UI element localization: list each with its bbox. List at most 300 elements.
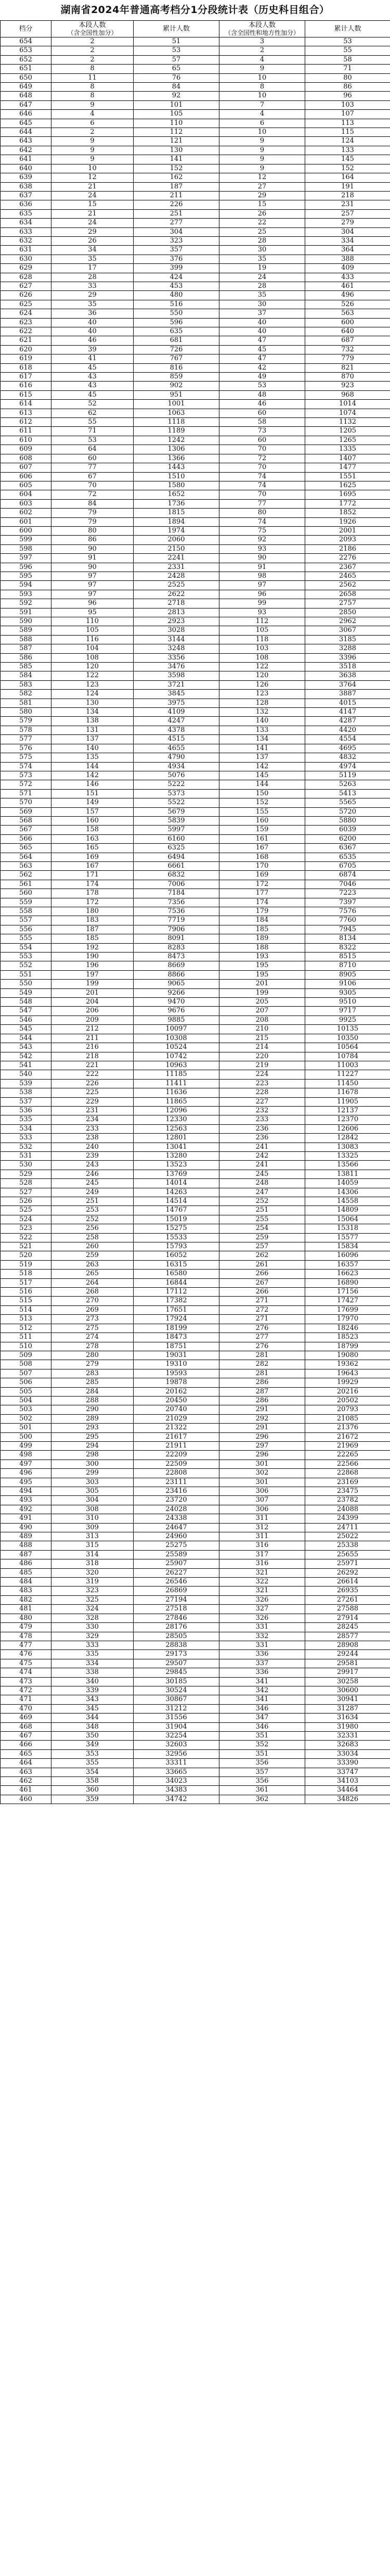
cell-score: 570 (1, 798, 51, 807)
cell-seg-count2: 152 (219, 798, 305, 807)
cell-seg-count2: 316 (219, 1541, 305, 1550)
cell-seg-count2: 118 (219, 635, 305, 644)
cell-cum-count: 6325 (134, 844, 219, 853)
cell-score: 591 (1, 608, 51, 617)
cell-score: 464 (1, 1759, 51, 1768)
cell-cum-count2: 1265 (305, 436, 390, 445)
cell-seg-count2: 255 (219, 1215, 305, 1224)
cell-score: 476 (1, 1650, 51, 1659)
cell-seg-count: 180 (51, 907, 134, 916)
cell-cum-count2: 19080 (305, 1351, 390, 1360)
cell-seg-count: 278 (51, 1342, 134, 1351)
table-row (1, 1070, 390, 1079)
cell-cum-count: 33665 (134, 1768, 219, 1776)
cell-cum-count: 130 (134, 146, 219, 155)
cell-cum-count: 24647 (134, 1523, 219, 1532)
cell-cum-count: 11185 (134, 1070, 219, 1079)
cell-seg-count: 298 (51, 1451, 134, 1460)
cell-score: 508 (1, 1360, 51, 1369)
table-row (1, 762, 390, 771)
cell-cum-count: 152 (134, 164, 219, 173)
cell-score: 492 (1, 1505, 51, 1514)
cell-score: 503 (1, 1405, 51, 1414)
cell-cum-count: 18751 (134, 1342, 219, 1351)
cell-seg-count2: 74 (219, 517, 305, 526)
cell-cum-count: 2428 (134, 572, 219, 580)
cell-cum-count2: 103 (305, 100, 390, 109)
cell-score: 480 (1, 1614, 51, 1622)
cell-seg-count2: 302 (219, 1469, 305, 1478)
cell-cum-count: 6661 (134, 861, 219, 870)
cell-cum-count: 323 (134, 236, 219, 245)
cell-seg-count2: 93 (219, 608, 305, 617)
cell-cum-count: 9065 (134, 980, 219, 988)
cell-score: 584 (1, 671, 51, 680)
cell-seg-count: 270 (51, 1297, 134, 1305)
cell-cum-count: 6160 (134, 834, 219, 843)
table-row (1, 1151, 390, 1160)
cell-cum-count2: 8905 (305, 970, 390, 979)
cell-cum-count2: 152 (305, 164, 390, 173)
table-row (1, 744, 390, 753)
cell-score: 569 (1, 807, 51, 816)
cell-seg-count: 24 (51, 219, 134, 227)
cell-score: 648 (1, 92, 51, 100)
cell-score: 462 (1, 1777, 51, 1786)
cell-score: 621 (1, 336, 51, 345)
cell-cum-count: 13041 (134, 1143, 219, 1151)
cell-cum-count2: 433 (305, 273, 390, 282)
table-row (1, 336, 390, 345)
cell-cum-count2: 18523 (305, 1333, 390, 1342)
cell-seg-count2: 2 (219, 46, 305, 55)
cell-seg-count: 256 (51, 1224, 134, 1233)
cell-score: 549 (1, 988, 51, 997)
cell-cum-count2: 1477 (305, 463, 390, 472)
table-row (1, 291, 390, 300)
cell-seg-count2: 70 (219, 445, 305, 454)
cell-seg-count: 130 (51, 699, 134, 707)
cell-score: 574 (1, 762, 51, 771)
cell-score: 468 (1, 1722, 51, 1731)
cell-seg-count2: 7 (219, 100, 305, 109)
table-row (1, 717, 390, 726)
cell-seg-count: 72 (51, 490, 134, 499)
table-row (1, 1523, 390, 1532)
cell-cum-count2: 12842 (305, 1134, 390, 1143)
cell-score: 461 (1, 1786, 51, 1795)
cell-cum-count2: 12606 (305, 1124, 390, 1133)
cell-cum-count2: 12370 (305, 1115, 390, 1124)
cell-score: 573 (1, 771, 51, 780)
cell-score: 592 (1, 599, 51, 608)
cell-score: 568 (1, 816, 51, 825)
table-row (1, 708, 390, 717)
cell-seg-count: 35 (51, 255, 134, 263)
cell-cum-count: 11636 (134, 1088, 219, 1097)
cell-cum-count: 27518 (134, 1605, 219, 1614)
cell-score: 467 (1, 1731, 51, 1740)
cell-seg-count2: 195 (219, 970, 305, 979)
cell-cum-count2: 1074 (305, 409, 390, 417)
cell-cum-count2: 19362 (305, 1360, 390, 1369)
header-seg-count (51, 21, 134, 37)
cell-seg-count: 45 (51, 363, 134, 372)
cell-seg-count2: 351 (219, 1731, 305, 1740)
cell-seg-count2: 80 (219, 509, 305, 517)
cell-score: 493 (1, 1496, 51, 1505)
cell-score: 578 (1, 726, 51, 734)
cell-cum-count: 2718 (134, 599, 219, 608)
table-row (1, 1242, 390, 1251)
table-row (1, 1414, 390, 1423)
cell-seg-count2: 326 (219, 1614, 305, 1622)
cell-seg-count: 221 (51, 1061, 134, 1070)
cell-seg-count: 9 (51, 137, 134, 146)
cell-score: 613 (1, 409, 51, 417)
cell-score: 617 (1, 373, 51, 382)
cell-score: 566 (1, 834, 51, 843)
cell-seg-count: 2 (51, 46, 134, 55)
cell-cum-count2: 27588 (305, 1605, 390, 1614)
cell-seg-count2: 177 (219, 889, 305, 898)
cell-seg-count: 329 (51, 1632, 134, 1641)
cell-cum-count: 187 (134, 182, 219, 191)
cell-cum-count2: 25022 (305, 1532, 390, 1541)
cell-seg-count2: 331 (219, 1623, 305, 1632)
table-row (1, 1115, 390, 1124)
cell-seg-count: 8 (51, 65, 134, 73)
cell-seg-count: 299 (51, 1469, 134, 1478)
cell-seg-count: 8 (51, 92, 134, 100)
table-row (1, 780, 390, 789)
cell-score: 626 (1, 291, 51, 300)
cell-seg-count: 70 (51, 481, 134, 490)
cell-cum-count2: 115 (305, 128, 390, 137)
cell-score: 571 (1, 789, 51, 798)
cell-score: 605 (1, 481, 51, 490)
cell-score: 630 (1, 255, 51, 263)
cell-cum-count: 211 (134, 191, 219, 200)
cell-cum-count2: 5880 (305, 816, 390, 825)
cell-seg-count: 95 (51, 608, 134, 617)
header-seg-count2-sub: （含全国性和地方性加分） (224, 29, 300, 36)
table-row (1, 200, 390, 209)
table-row (1, 173, 390, 182)
cell-seg-count: 324 (51, 1605, 134, 1614)
cell-seg-count: 79 (51, 517, 134, 526)
cell-seg-count: 315 (51, 1541, 134, 1550)
cell-seg-count: 60 (51, 454, 134, 463)
cell-seg-count: 229 (51, 1097, 134, 1106)
cell-seg-count: 279 (51, 1360, 134, 1369)
cell-seg-count2: 169 (219, 871, 305, 880)
cell-seg-count2: 128 (219, 699, 305, 707)
cell-cum-count: 5373 (134, 789, 219, 798)
cell-seg-count2: 276 (219, 1324, 305, 1333)
cell-seg-count: 269 (51, 1305, 134, 1314)
cell-score: 551 (1, 970, 51, 979)
cell-seg-count: 258 (51, 1233, 134, 1242)
cell-cum-count2: 279 (305, 219, 390, 227)
cell-seg-count: 245 (51, 1179, 134, 1188)
cell-score: 585 (1, 663, 51, 671)
cell-cum-count: 516 (134, 300, 219, 309)
cell-seg-count: 187 (51, 925, 134, 934)
table-row (1, 1170, 390, 1178)
cell-cum-count2: 23475 (305, 1487, 390, 1496)
cell-seg-count: 163 (51, 834, 134, 843)
cell-seg-count2: 317 (219, 1550, 305, 1559)
table-row (1, 1315, 390, 1324)
cell-score: 469 (1, 1714, 51, 1722)
cell-cum-count: 92 (134, 92, 219, 100)
cell-seg-count2: 141 (219, 744, 305, 753)
cell-cum-count: 9885 (134, 1016, 219, 1024)
cell-cum-count: 4790 (134, 753, 219, 762)
table-row (1, 1161, 390, 1170)
cell-score: 532 (1, 1143, 51, 1151)
table-row (1, 517, 390, 526)
table-body (1, 37, 390, 1804)
cell-seg-count2: 292 (219, 1414, 305, 1423)
cell-score: 579 (1, 717, 51, 726)
cell-cum-count2: 14558 (305, 1197, 390, 1206)
cell-cum-count: 681 (134, 336, 219, 345)
table-row (1, 46, 390, 55)
cell-cum-count: 24338 (134, 1514, 219, 1523)
table-row (1, 1016, 390, 1024)
cell-seg-count: 243 (51, 1161, 134, 1170)
cell-score: 537 (1, 1097, 51, 1106)
table-row (1, 1387, 390, 1396)
cell-seg-count2: 291 (219, 1405, 305, 1414)
cell-cum-count2: 388 (305, 255, 390, 263)
cell-seg-count: 320 (51, 1568, 134, 1577)
cell-cum-count2: 17156 (305, 1288, 390, 1297)
cell-seg-count2: 223 (219, 1079, 305, 1088)
cell-score: 502 (1, 1414, 51, 1423)
cell-score: 485 (1, 1568, 51, 1577)
table-row (1, 1360, 390, 1369)
cell-cum-count: 16315 (134, 1260, 219, 1269)
cell-cum-count2: 25971 (305, 1559, 390, 1568)
cell-score: 597 (1, 554, 51, 563)
cell-seg-count2: 331 (219, 1641, 305, 1649)
cell-cum-count2: 3764 (305, 680, 390, 689)
cell-cum-count2: 15834 (305, 1242, 390, 1251)
cell-cum-count: 30524 (134, 1686, 219, 1695)
cell-score: 586 (1, 653, 51, 662)
table-row (1, 653, 390, 662)
cell-cum-count2: 18246 (305, 1324, 390, 1333)
cell-seg-count: 165 (51, 844, 134, 853)
cell-cum-count: 3476 (134, 663, 219, 671)
cell-seg-count: 116 (51, 635, 134, 644)
cell-cum-count2: 409 (305, 264, 390, 273)
cell-cum-count: 20450 (134, 1396, 219, 1405)
cell-cum-count2: 13811 (305, 1170, 390, 1178)
cell-cum-count2: 34826 (305, 1795, 390, 1804)
cell-seg-count2: 70 (219, 490, 305, 499)
cell-score: 542 (1, 1052, 51, 1061)
cell-cum-count: 3721 (134, 680, 219, 689)
cell-cum-count: 13769 (134, 1170, 219, 1178)
cell-seg-count: 196 (51, 961, 134, 970)
cell-seg-count2: 311 (219, 1532, 305, 1541)
cell-seg-count: 300 (51, 1460, 134, 1468)
cell-score: 646 (1, 110, 51, 119)
cell-score: 513 (1, 1315, 51, 1324)
cell-seg-count: 355 (51, 1759, 134, 1768)
table-row (1, 916, 390, 925)
cell-seg-count: 238 (51, 1134, 134, 1143)
table-row (1, 1587, 390, 1595)
cell-score: 516 (1, 1288, 51, 1297)
table-row (1, 309, 390, 318)
cell-score: 519 (1, 1260, 51, 1269)
cell-seg-count: 84 (51, 499, 134, 508)
cell-seg-count2: 145 (219, 771, 305, 780)
cell-seg-count: 303 (51, 1478, 134, 1487)
cell-cum-count2: 17970 (305, 1315, 390, 1324)
cell-cum-count: 16580 (134, 1270, 219, 1278)
cell-score: 547 (1, 1007, 51, 1016)
cell-cum-count2: 1132 (305, 418, 390, 427)
cell-cum-count2: 732 (305, 345, 390, 354)
header-seg-count-label: 本段人数 (79, 21, 106, 29)
cell-seg-count2: 332 (219, 1632, 305, 1641)
table-row (1, 282, 390, 290)
cell-seg-count2: 281 (219, 1351, 305, 1360)
cell-cum-count2: 2093 (305, 536, 390, 544)
cell-seg-count: 9 (51, 100, 134, 109)
cell-score: 472 (1, 1686, 51, 1695)
cell-seg-count2: 281 (219, 1369, 305, 1378)
cell-seg-count: 353 (51, 1749, 134, 1758)
cell-score: 628 (1, 273, 51, 282)
cell-seg-count: 41 (51, 354, 134, 363)
cell-cum-count2: 1772 (305, 499, 390, 508)
cell-cum-count: 33311 (134, 1759, 219, 1768)
cell-seg-count2: 199 (219, 988, 305, 997)
cell-cum-count2: 31287 (305, 1704, 390, 1713)
cell-seg-count: 260 (51, 1242, 134, 1251)
cell-seg-count: 21 (51, 209, 134, 218)
cell-score: 581 (1, 699, 51, 707)
cell-cum-count2: 34103 (305, 1777, 390, 1786)
cell-seg-count2: 9 (219, 65, 305, 73)
cell-seg-count: 36 (51, 309, 134, 318)
cell-seg-count: 280 (51, 1351, 134, 1360)
cell-cum-count: 1815 (134, 509, 219, 517)
cell-score: 607 (1, 463, 51, 472)
cell-cum-count: 2813 (134, 608, 219, 617)
cell-seg-count: 274 (51, 1333, 134, 1342)
cell-seg-count: 240 (51, 1143, 134, 1151)
cell-seg-count: 233 (51, 1124, 134, 1133)
table-row (1, 354, 390, 363)
cell-cum-count: 105 (134, 110, 219, 119)
cell-cum-count: 1306 (134, 445, 219, 454)
cell-cum-count2: 7223 (305, 889, 390, 898)
cell-cum-count2: 9510 (305, 998, 390, 1007)
cell-seg-count2: 53 (219, 382, 305, 390)
cell-cum-count: 1580 (134, 481, 219, 490)
cell-seg-count2: 185 (219, 925, 305, 934)
cell-seg-count: 67 (51, 472, 134, 481)
cell-cum-count2: 2658 (305, 590, 390, 599)
table-row (1, 925, 390, 934)
header-seg-count2-label: 本段人数 (248, 21, 276, 29)
cell-seg-count2: 26 (219, 209, 305, 218)
table-row (1, 1025, 390, 1034)
cell-cum-count2: 29244 (305, 1650, 390, 1659)
table-row (1, 300, 390, 309)
cell-cum-count2: 218 (305, 191, 390, 200)
cell-seg-count2: 144 (219, 780, 305, 789)
cell-cum-count: 20162 (134, 1387, 219, 1396)
cell-cum-count2: 4420 (305, 726, 390, 734)
cell-seg-count2: 142 (219, 762, 305, 771)
table-row (1, 889, 390, 898)
cell-score: 625 (1, 300, 51, 309)
cell-cum-count: 7184 (134, 889, 219, 898)
cell-seg-count2: 179 (219, 907, 305, 916)
cell-cum-count: 2331 (134, 563, 219, 572)
cell-seg-count2: 167 (219, 844, 305, 853)
cell-cum-count2: 4015 (305, 699, 390, 707)
table-row (1, 1659, 390, 1668)
cell-seg-count: 2 (51, 128, 134, 137)
cell-seg-count2: 126 (219, 680, 305, 689)
cell-cum-count: 3144 (134, 635, 219, 644)
cell-cum-count: 3028 (134, 626, 219, 635)
cell-score: 512 (1, 1324, 51, 1333)
cell-seg-count: 15 (51, 200, 134, 209)
table-row (1, 1061, 390, 1070)
cell-cum-count2: 10784 (305, 1052, 390, 1061)
cell-score: 623 (1, 318, 51, 327)
table-row (1, 1550, 390, 1559)
cell-cum-count: 1510 (134, 472, 219, 481)
cell-cum-count2: 22868 (305, 1469, 390, 1478)
cell-seg-count2: 346 (219, 1722, 305, 1731)
cell-seg-count2: 346 (219, 1704, 305, 1713)
cell-cum-count: 4109 (134, 708, 219, 717)
cell-score: 587 (1, 644, 51, 653)
cell-seg-count: 318 (51, 1559, 134, 1568)
table-row (1, 735, 390, 744)
table-row (1, 119, 390, 128)
cell-score: 501 (1, 1424, 51, 1432)
cell-cum-count2: 461 (305, 282, 390, 290)
cell-cum-count: 31212 (134, 1704, 219, 1713)
cell-seg-count2: 35 (219, 291, 305, 300)
cell-score: 548 (1, 998, 51, 1007)
cell-cum-count2: 1625 (305, 481, 390, 490)
cell-score: 544 (1, 1034, 51, 1043)
cell-score: 631 (1, 246, 51, 255)
table-row (1, 1578, 390, 1587)
cell-seg-count2: 351 (219, 1749, 305, 1758)
cell-seg-count2: 9 (219, 137, 305, 146)
cell-seg-count2: 74 (219, 481, 305, 490)
cell-score: 555 (1, 934, 51, 943)
cell-cum-count: 3845 (134, 690, 219, 699)
cell-seg-count: 199 (51, 980, 134, 988)
cell-seg-count2: 29 (219, 191, 305, 200)
